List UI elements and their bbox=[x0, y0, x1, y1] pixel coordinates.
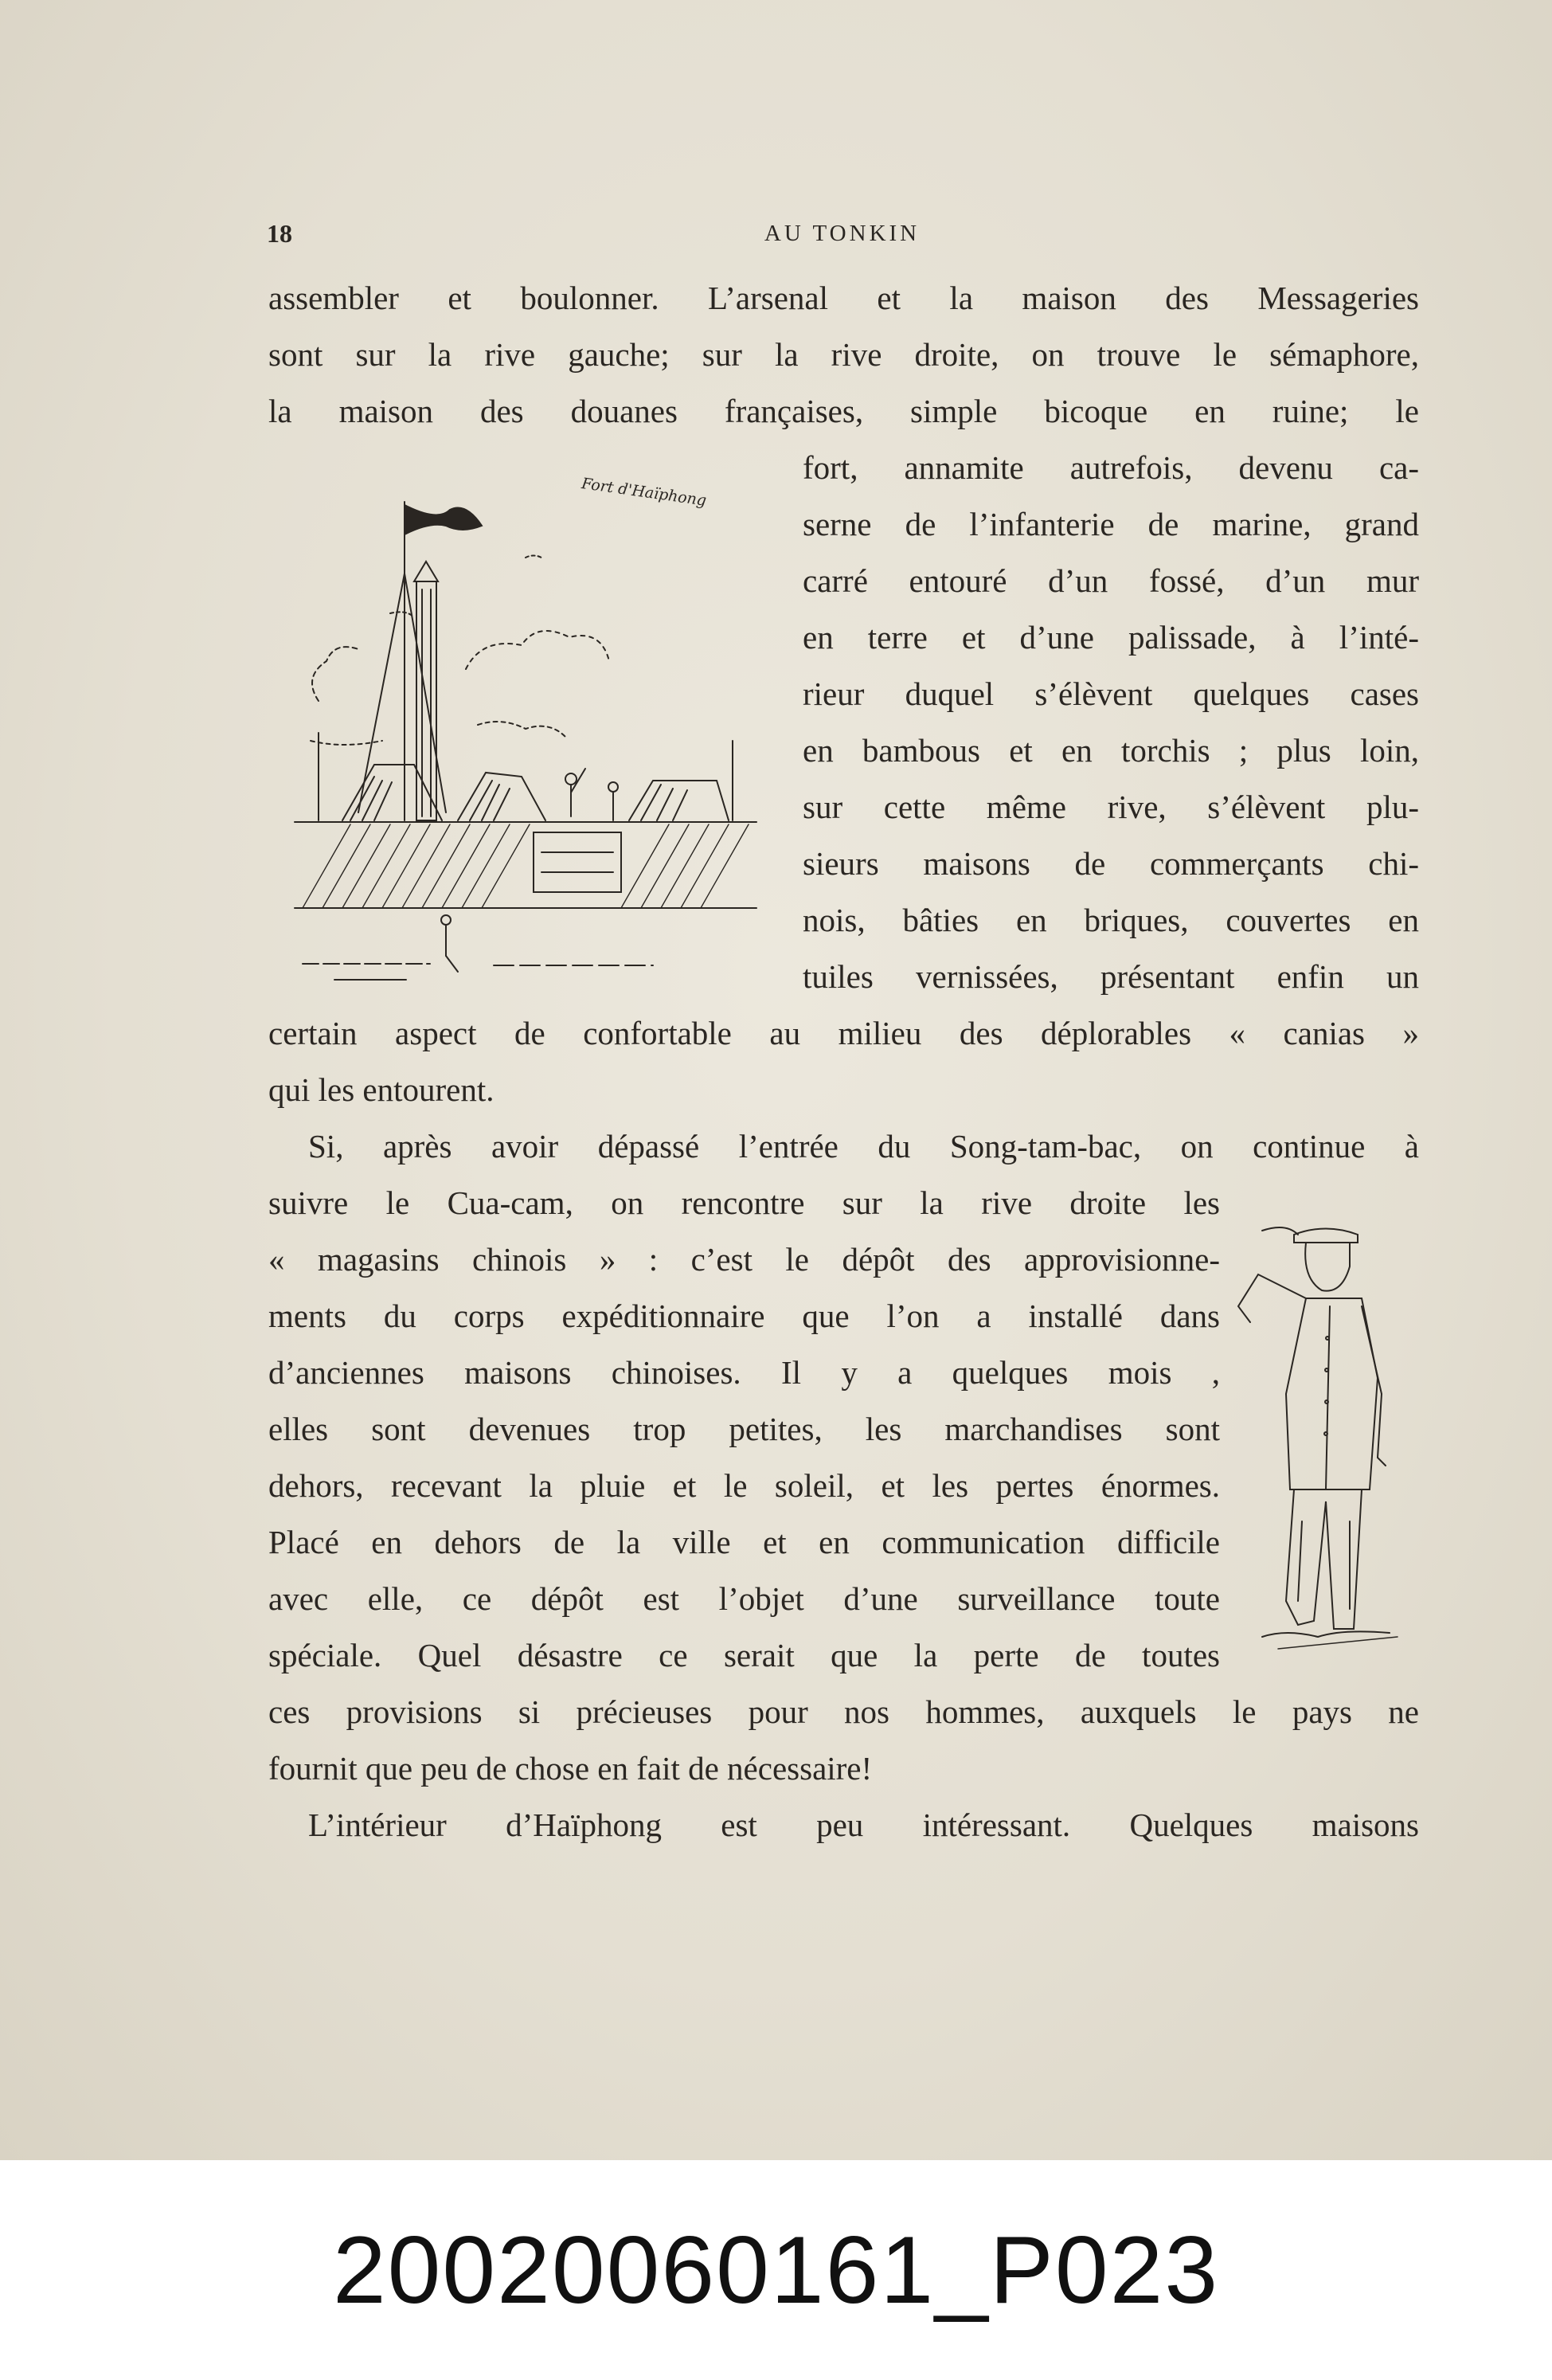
text-line: qui les entourent. bbox=[268, 1071, 495, 1108]
running-head bbox=[267, 219, 1417, 251]
text-line: ments du corps expéditionnaire que l’on a installé dans bbox=[268, 1298, 1220, 1334]
text-line: dehors, recevant la pluie et le soleil, et les pertes énormes. bbox=[268, 1467, 1220, 1504]
text-line: Placé en dehors de la ville et en communication difficile bbox=[268, 1524, 1220, 1560]
text-line: fort, annamite autrefois, devenu ca- bbox=[803, 449, 1419, 486]
text-line: elles sont devenues trop petites, les marchandises sont bbox=[268, 1411, 1220, 1447]
text-line: « magasins chinois » : c’est le dépôt des approvisionne- bbox=[268, 1241, 1220, 1278]
text-line: certain aspect de confortable au milieu des déplorables « canias » bbox=[268, 1015, 1419, 1051]
text-line: sieurs maisons de commerçants chi- bbox=[803, 845, 1419, 882]
fort-illustration bbox=[287, 478, 764, 988]
text-line: spéciale. Quel désastre ce serait que la perte de toutes bbox=[268, 1637, 1220, 1673]
text-line: avec elle, ce dépôt est l’objet d’une surveillance toute bbox=[268, 1580, 1220, 1617]
text-line: carré entouré d’un fossé, d’un mur bbox=[803, 562, 1419, 599]
text-line: sur cette même rive, s’élèvent plu- bbox=[803, 789, 1419, 825]
archive-label: 20020060161_P023 bbox=[0, 2160, 1552, 2380]
text-line: en bambous et en torchis ; plus loin, bbox=[803, 732, 1419, 769]
text-line: assembler et boulonner. L’arsenal et la maison des Messageries bbox=[268, 280, 1419, 316]
text-line: ces provisions si précieuses pour nos hommes, auxquels le pays ne bbox=[268, 1693, 1419, 1730]
paragraph-first-line: L’intérieur d’Haïphong est peu intéressant. Quelques maisons bbox=[308, 1807, 1419, 1843]
text-line: rieur duquel s’élèvent quelques cases bbox=[803, 675, 1419, 712]
fort-caption: Fort d'Haïphong bbox=[580, 475, 708, 510]
paragraph-first-line: Si, après avoir dépassé l’entrée du Song-tam-bac, on continue à bbox=[308, 1128, 1419, 1165]
text-line: la maison des douanes françaises, simple bicoque en ruine; le bbox=[268, 393, 1419, 429]
text-line: suivre le Cua-cam, on rencontre sur la rive droite les bbox=[268, 1184, 1220, 1221]
text-line: sont sur la rive gauche; sur la rive droite, on trouve le sémaphore, bbox=[268, 336, 1419, 373]
text-line: nois, bâties en briques, couvertes en bbox=[803, 902, 1419, 938]
page-number: 18 bbox=[267, 219, 292, 248]
text-line: d’anciennes maisons chinoises. Il y a quelques mois , bbox=[268, 1354, 1220, 1391]
running-title: AU TONKIN bbox=[764, 221, 921, 246]
text-line: tuiles vernissées, présentant enfin un bbox=[803, 958, 1419, 995]
text-line: en terre et d’une palissade, à l’inté- bbox=[803, 619, 1419, 656]
text-line: serne de l’infanterie de marine, grand bbox=[803, 506, 1419, 542]
sailor-illustration bbox=[1230, 1203, 1425, 1665]
text-line: fournit que peu de chose en fait de nécessaire! bbox=[268, 1750, 873, 1787]
